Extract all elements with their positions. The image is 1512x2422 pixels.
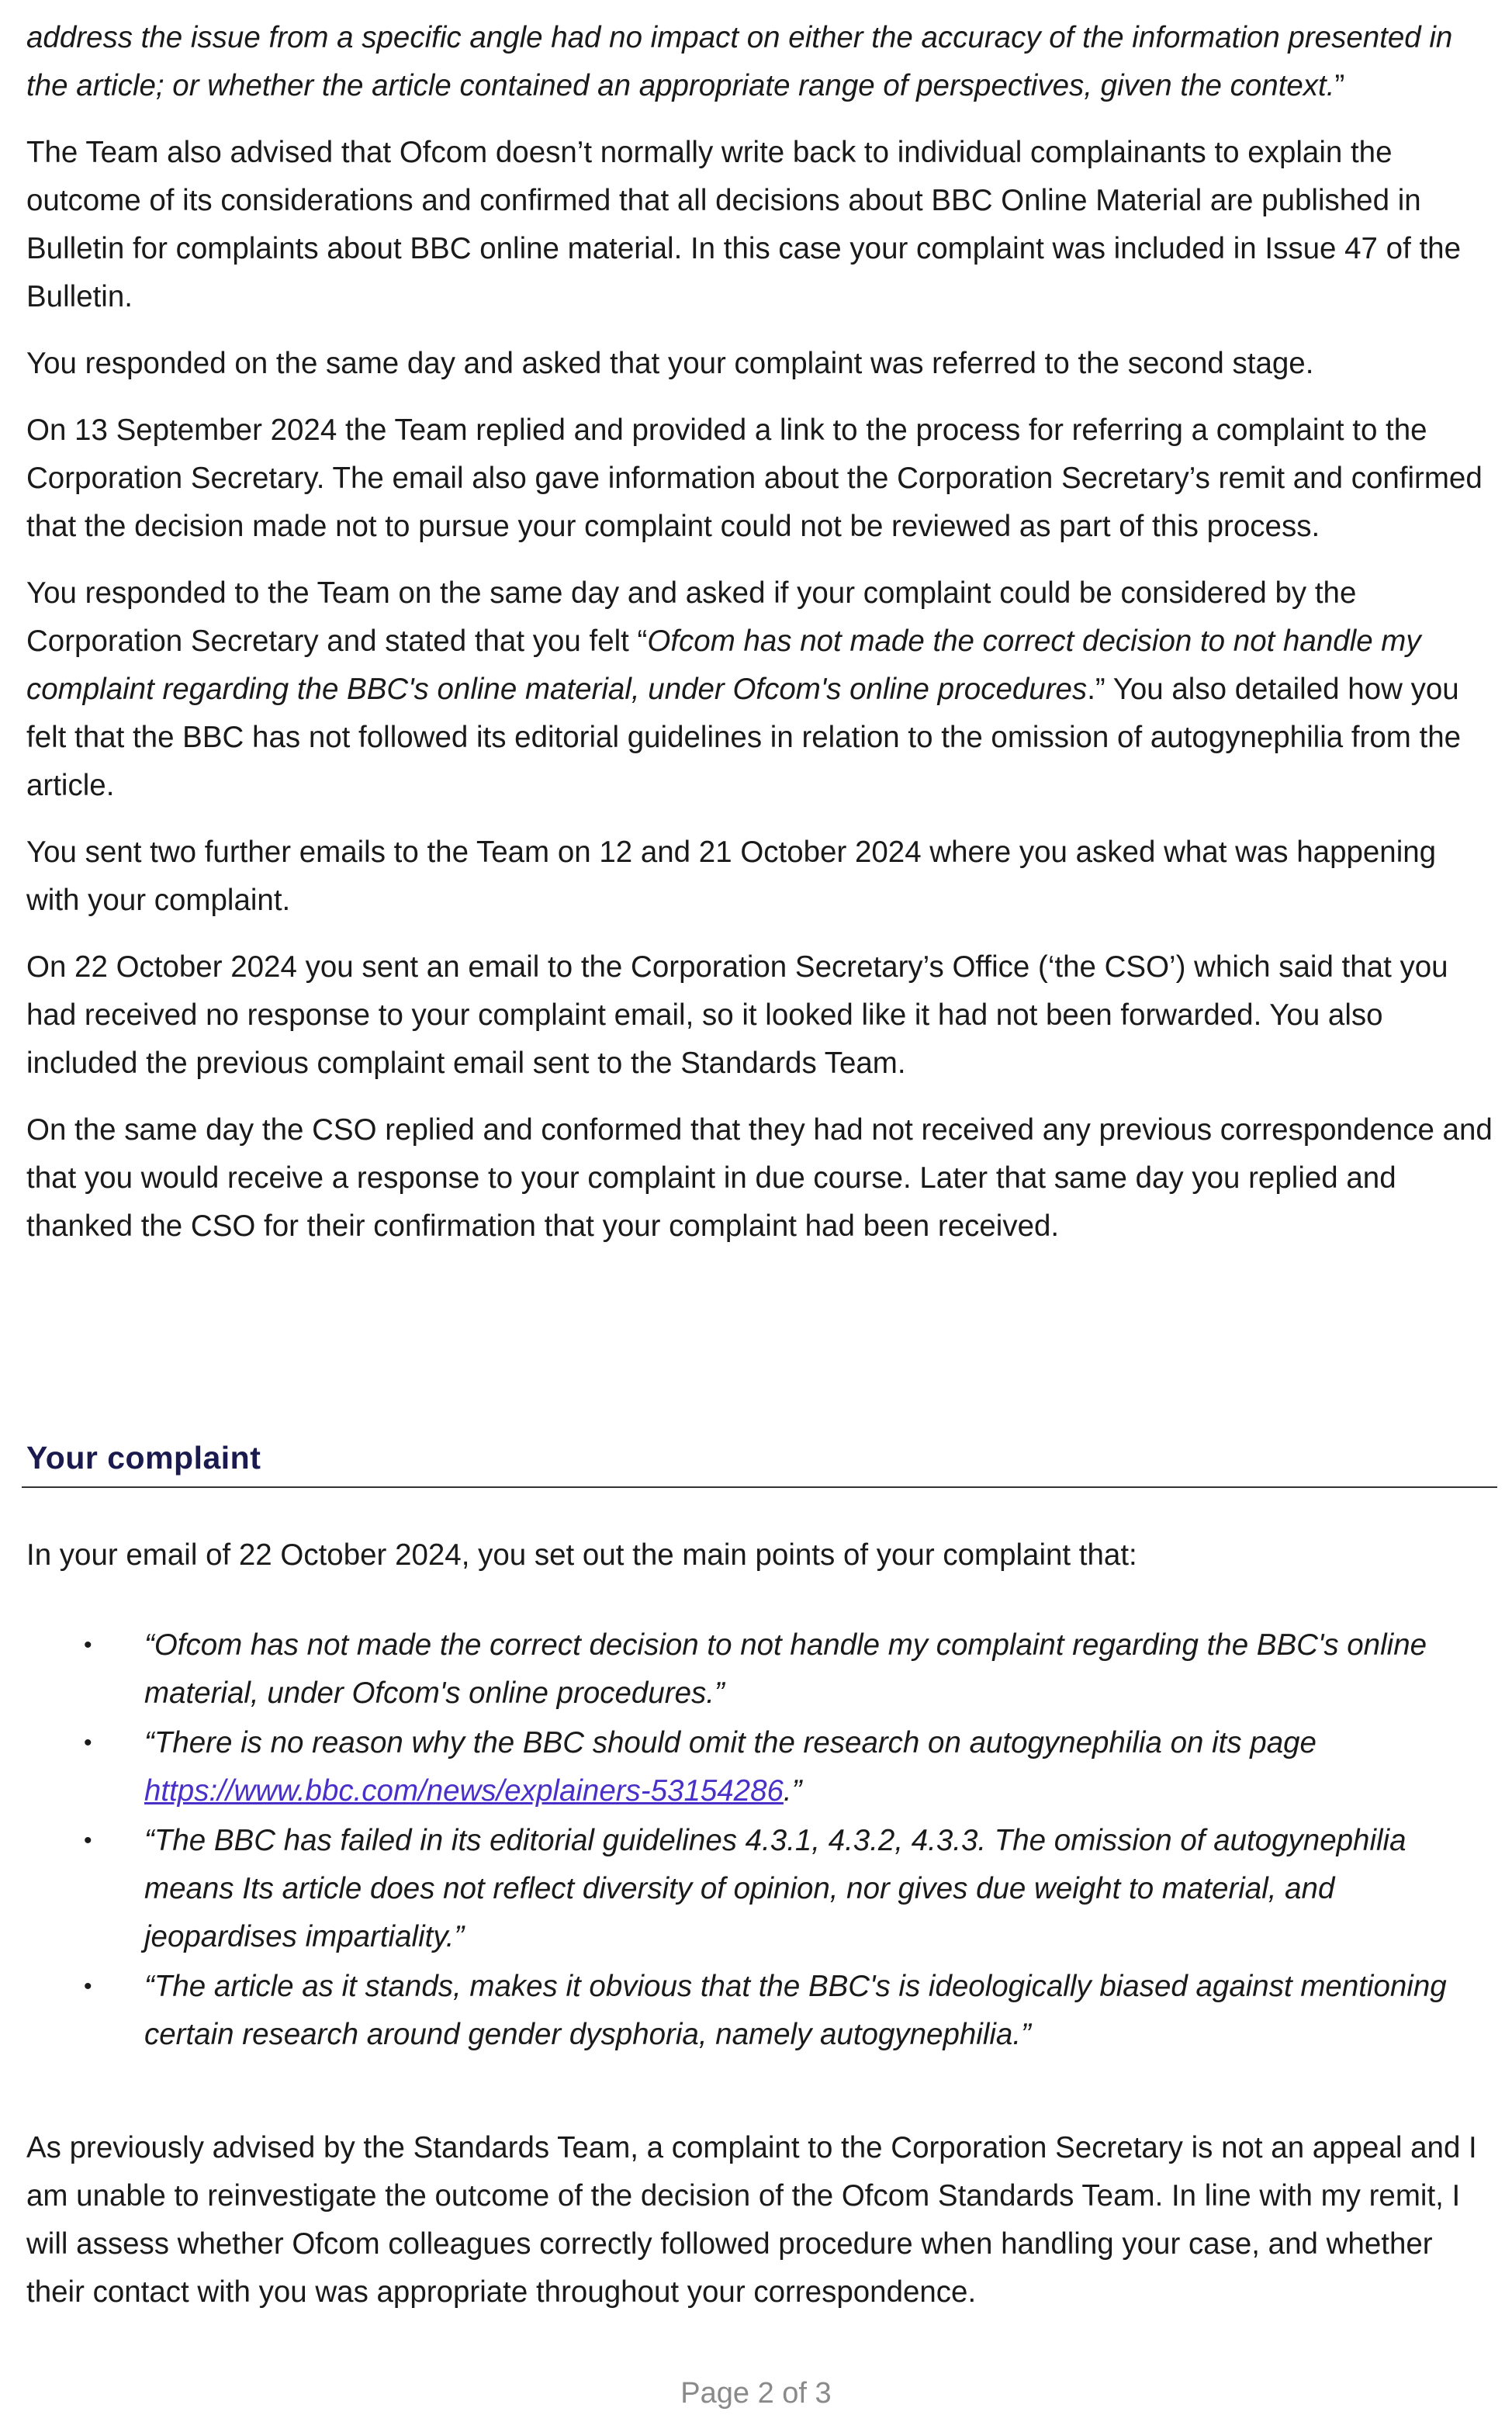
complaint-point-text: “There is no reason why the BBC should omit the research on autogynephilia on its page	[144, 1726, 1317, 1759]
complaint-point-text: “The article as it stands, makes it obvious that the BBC's is ideologically biased against mentioning certain research around gender dysphoria, namely autogynephilia.”	[144, 1970, 1447, 2051]
paragraph-responded-team	[26, 569, 1494, 810]
list-item	[26, 1719, 1494, 1815]
paragraph-sept-13: On 13 September 2024 the Team replied and provided a link to the process for referring a complaint to the Corporation Secretary. The email also gave information about the Corporation Secretary’s remit and confirmed that the decision made not to pursue your complaint could not be reviewed as part of this process.	[26, 413, 1483, 543]
complaint-section	[26, 1531, 1494, 2316]
list-item	[26, 1817, 1494, 1961]
complaint-points-list	[26, 1621, 1494, 2059]
paragraph-team-advised: The Team also advised that Ofcom doesn’t normally write back to individual complainants to explain the outcome of its considerations and confirmed that all decisions about BBC Online Material are published in Bulletin for complaints about BBC online material. In this case your complaint was included in Issue 47 of the Bulletin.	[26, 136, 1461, 313]
intro-quote-close: ”	[1334, 69, 1345, 102]
responded-team-quote: Ofcom has not made the correct decision to not handle my complaint regarding the BBC's online material, under Ofcom's online procedures	[26, 625, 1421, 706]
intro-quote-text: address the issue from a specific angle had no impact on either the accuracy of the information presented in the article; or whether the article contained an appropriate range of perspectives, given the context.	[26, 21, 1453, 102]
bullet-icon: •	[84, 1974, 92, 1999]
paragraph-cso-replied: On the same day the CSO replied and conformed that they had not received any previous correspondence and that you would receive a response to your complaint in due course. Later that same day you replied and thanked the CSO for their confirmation that your complaint had been received.	[26, 1113, 1493, 1243]
paragraph-responded-same-day: You responded on the same day and asked that your complaint was referred to the second stage.	[26, 347, 1314, 380]
bbc-article-link[interactable]: https://www.bbc.com/news/explainers-53154286	[144, 1774, 784, 1808]
complaint-point-end: .”	[783, 1774, 802, 1808]
paragraph-intro-quote	[26, 14, 1494, 110]
section-heading: Your complaint	[26, 1440, 261, 1476]
list-item	[26, 1963, 1494, 2059]
list-item	[26, 1621, 1494, 1718]
responded-team-text-a: You responded to the Team on the same day and asked if your complaint could be considered by the Corporation Secretary and stated that you felt “	[26, 576, 1357, 658]
bullet-icon: •	[84, 1730, 92, 1756]
responded-team-text-b: .” You also detailed how you felt that the BBC has not followed its editorial guidelines in relation to the omission of autogynephilia from the article.	[26, 673, 1462, 802]
heading-divider	[22, 1486, 1497, 1488]
complaint-point-text: “Ofcom has not made the correct decision to not handle my complaint regarding the BBC's online material, under Ofcom's online procedures.”	[144, 1628, 1427, 1710]
complaint-lead: In your email of 22 October 2024, you set out the main points of your complaint that:	[26, 1538, 1137, 1572]
paragraph-oct-22: On 22 October 2024 you sent an email to the Corporation Secretary’s Office (‘the CSO’) which said that you had received no response to your complaint email, so it looked like it had not been forwarded. You also included the previous complaint email sent to the Standards Team.	[26, 950, 1448, 1080]
paragraph-further-emails: You sent two further emails to the Team on 12 and 21 October 2024 where you asked what was happening with your complaint.	[26, 836, 1437, 917]
complaint-point-text: “The BBC has failed in its editorial guidelines 4.3.1, 4.3.2, 4.3.3. The omission of autogynephilia means Its article does not reflect diversity of opinion, nor gives due weight to material, and jeopardises impartiality.”	[144, 1824, 1406, 1953]
bullet-icon: •	[84, 1828, 92, 1853]
paragraph-closing: As previously advised by the Standards Team, a complaint to the Corporation Secretary is not an appeal and I am unable to reinvestigate the outcome of the decision of the Ofcom Standards Team. In line with my remit, I will assess whether Ofcom colleagues correctly followed procedure when handling your case, and whether their contact with you was appropriate throughout your correspondence.	[26, 2131, 1477, 2309]
section-heading-block	[22, 1435, 1497, 1488]
bullet-icon: •	[84, 1632, 92, 1658]
document-body	[26, 14, 1494, 1251]
page-number: Page 2 of 3	[680, 2377, 832, 2410]
